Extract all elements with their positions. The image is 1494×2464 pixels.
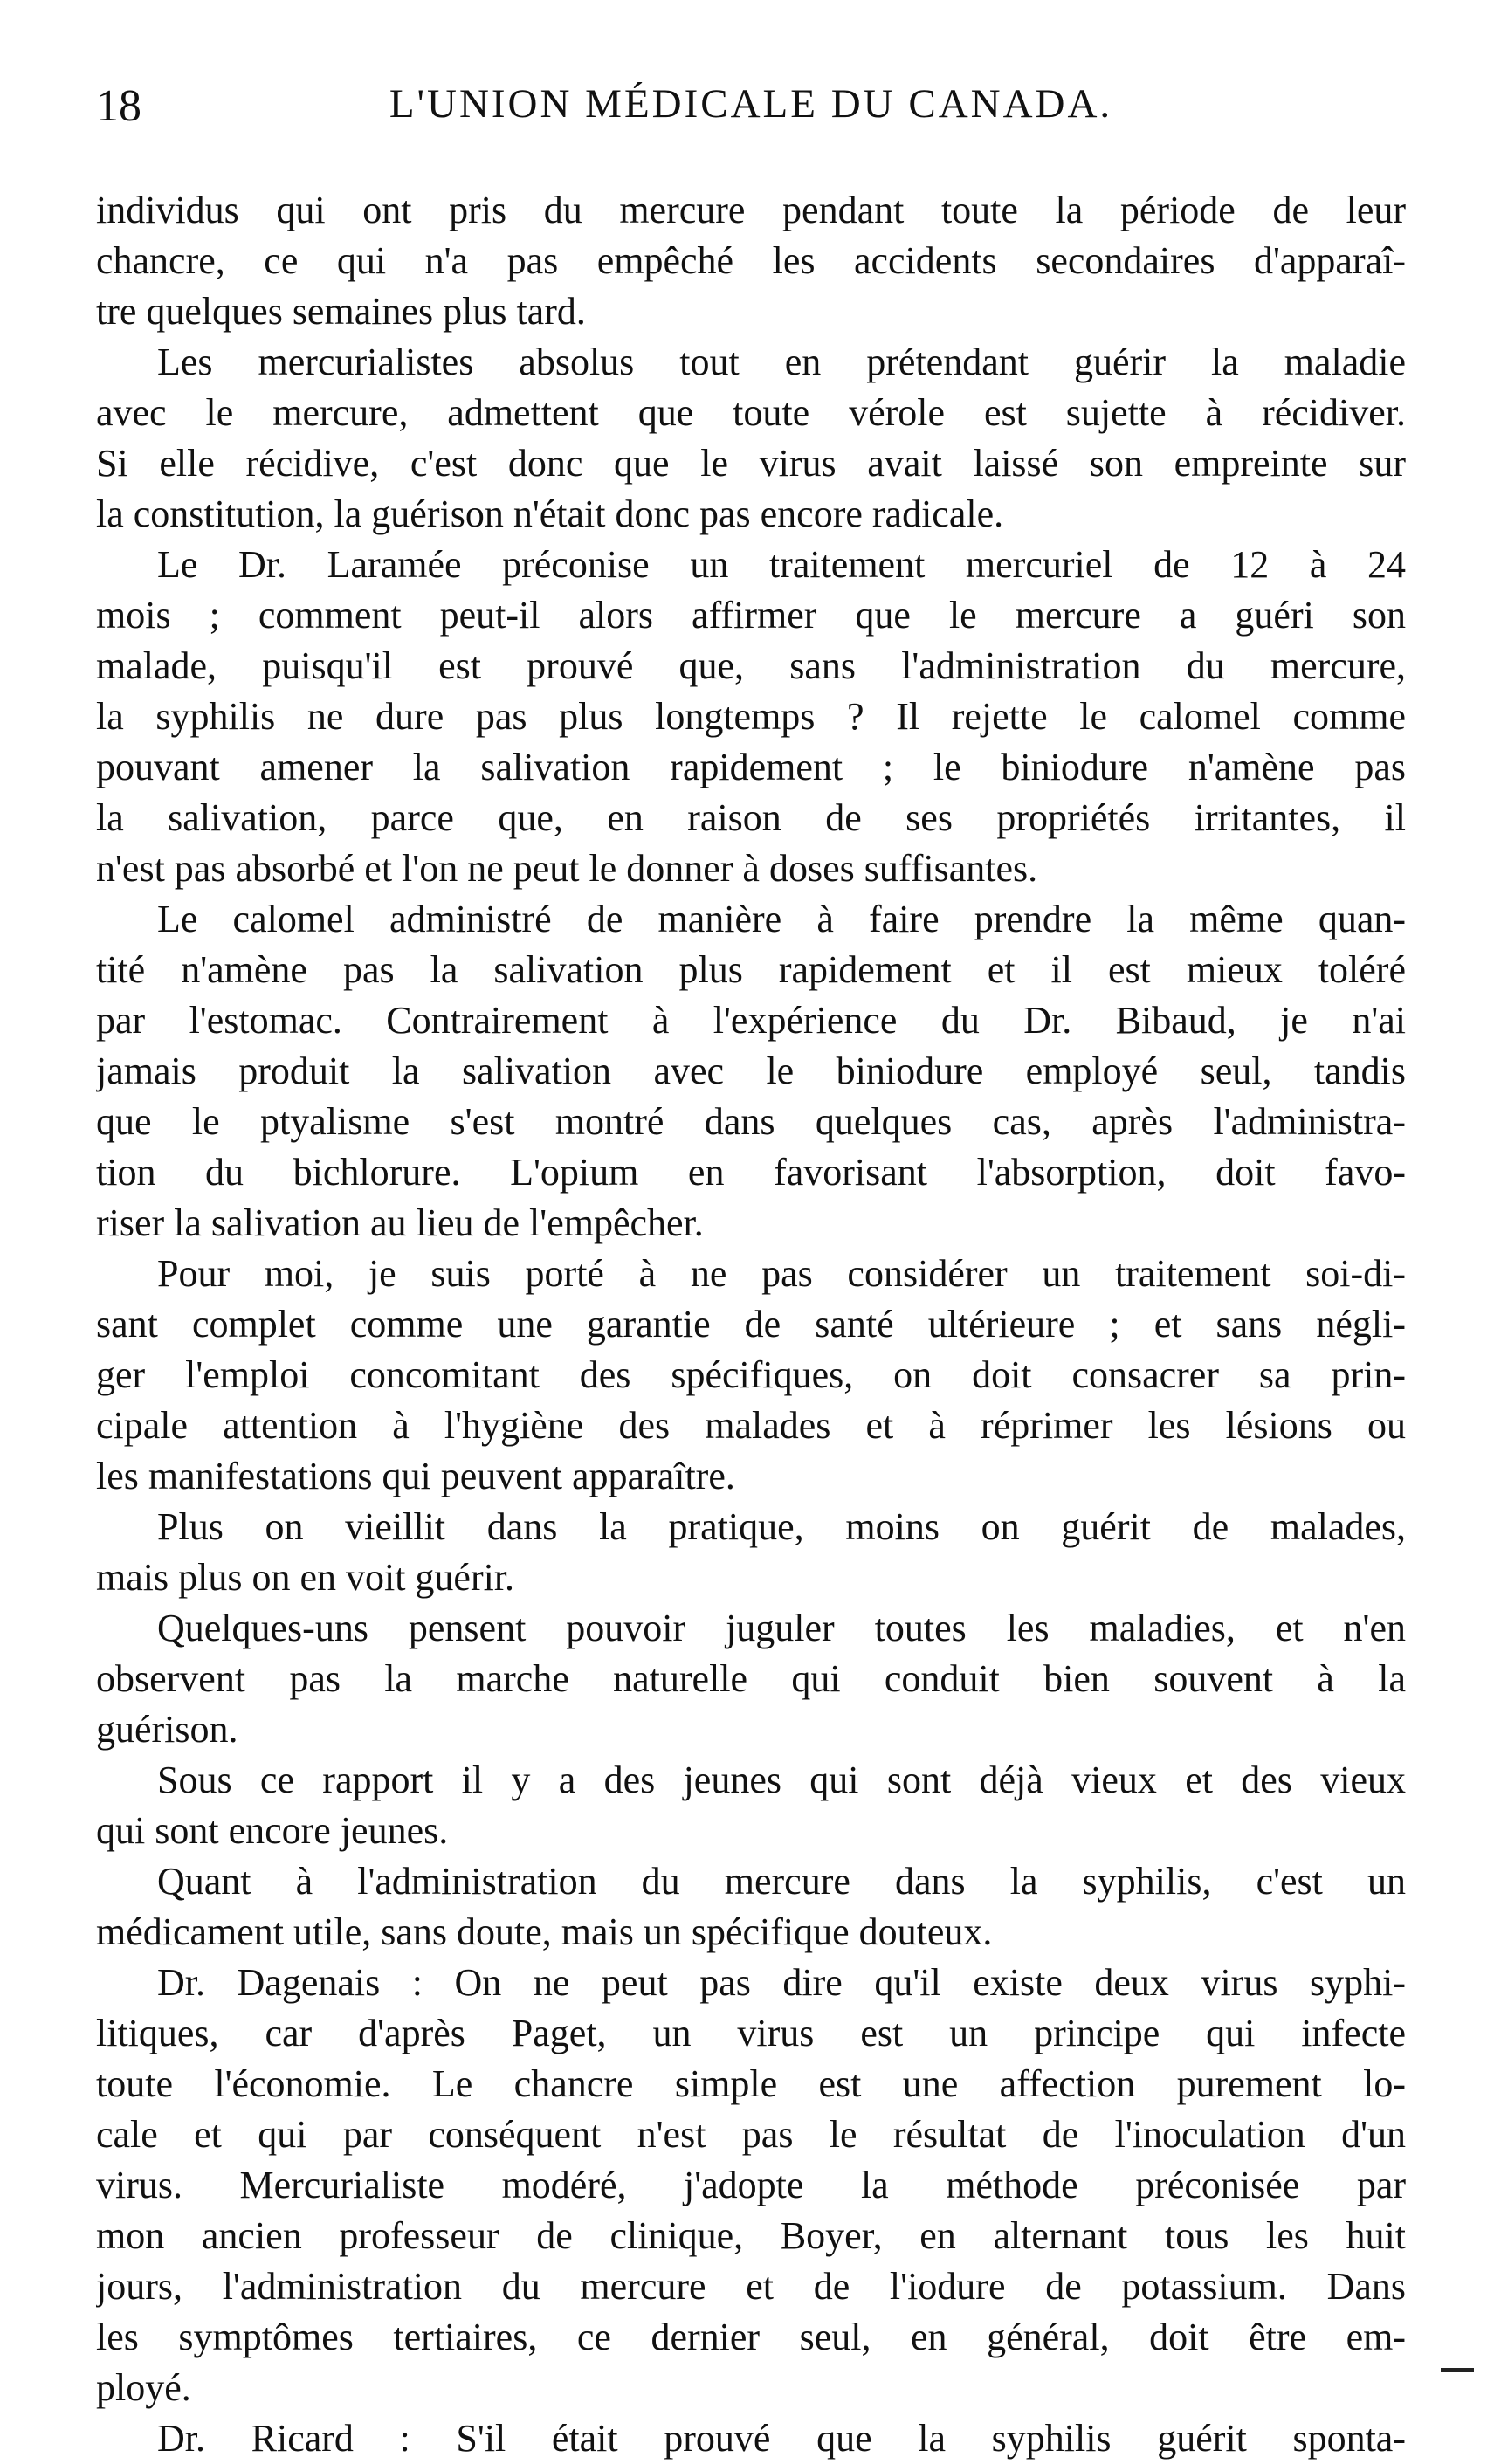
page-number: 18 (96, 81, 141, 131)
text-line: virus. Mercurialiste modéré, j'adopte la méthode préconisée par (96, 2164, 1406, 2206)
text-line: que le ptyalisme s'est montré dans quelques cas, après l'administra- (96, 1100, 1406, 1143)
text-line: observent pas la marche naturelle qui conduit bien souvent à la (96, 1657, 1406, 1700)
text-line: Dr. Ricard : S'il était prouvé que la syphilis guérit sponta- (157, 2417, 1406, 2460)
text-line: ployé. (96, 2366, 191, 2409)
text-line: Quelques-uns pensent pouvoir juguler toutes les maladies, et n'en (157, 1607, 1406, 1649)
text-line: les manifestations qui peuvent apparaître. (96, 1455, 735, 1497)
text-line: Si elle récidive, c'est donc que le virus avait laissé son empreinte sur (96, 442, 1406, 485)
body-text (96, 185, 1406, 2464)
text-line: mois ; comment peut-il alors affirmer que le mercure a guéri son (96, 594, 1406, 637)
text-line: Les mercurialistes absolus tout en prétendant guérir la maladie (157, 341, 1406, 383)
text-line: Pour moi, je suis porté à ne pas considérer un traitement soi-di- (157, 1252, 1406, 1295)
text-line: cipale attention à l'hygiène des malades et à réprimer les lésions ou (96, 1404, 1406, 1447)
text-line: avec le mercure, admettent que toute vérole est sujette à récidiver. (96, 391, 1406, 434)
text-line: ger l'emploi concomitant des spécifiques, on doit consacrer sa prin- (96, 1353, 1406, 1396)
text-line: Le calomel administré de manière à faire prendre la même quan- (157, 898, 1406, 940)
text-line: Sous ce rapport il y a des jeunes qui sont déjà vieux et des vieux (157, 1759, 1406, 1801)
text-line: Dr. Dagenais : On ne peut pas dire qu'il existe deux virus syphi- (157, 1961, 1406, 2004)
text-line: sant complet comme une garantie de santé ultérieure ; et sans négli- (96, 1303, 1406, 1346)
text-line: malade, puisqu'il est prouvé que, sans l'administration du mercure, (96, 644, 1406, 687)
text-line: qui sont encore jeunes. (96, 1809, 449, 1852)
text-line: Plus on vieillit dans la pratique, moins on guérit de malades, (157, 1505, 1406, 1548)
text-line: tre quelques semaines plus tard. (96, 290, 586, 333)
running-title: L'UNION MÉDICALE DU CANADA. (389, 81, 1113, 127)
text-line: les symptômes tertiaires, ce dernier seul, en général, doit être em- (96, 2316, 1406, 2358)
corner-mark (1441, 2368, 1474, 2372)
text-line: guérison. (96, 1708, 238, 1751)
text-line: la salivation, parce que, en raison de ses propriétés irritantes, il (96, 796, 1406, 839)
text-line: mon ancien professeur de clinique, Boyer, en alternant tous les huit (96, 2214, 1406, 2257)
text-line: tité n'amène pas la salivation plus rapidement et il est mieux toléré (96, 948, 1406, 991)
text-line: jours, l'administration du mercure et de l'iodure de potassium. Dans (96, 2265, 1406, 2308)
text-line: Quant à l'administration du mercure dans la syphilis, c'est un (157, 1860, 1406, 1903)
text-line: n'est pas absorbé et l'on ne peut le donner à doses suffisantes. (96, 847, 1038, 890)
page-header (96, 80, 1406, 150)
text-line: jamais produit la salivation avec le biniodure employé seul, tandis (96, 1050, 1406, 1092)
text-line: Le Dr. Laramée préconise un traitement mercuriel de 12 à 24 (157, 543, 1406, 586)
text-line: individus qui ont pris du mercure pendant toute la période de leur (96, 189, 1406, 231)
text-line: par l'estomac. Contrairement à l'expérience du Dr. Bibaud, je n'ai (96, 999, 1406, 1042)
text-line: chancre, ce qui n'a pas empêché les accidents secondaires d'apparaî- (96, 239, 1406, 282)
text-line: cale et qui par conséquent n'est pas le résultat de l'inoculation d'un (96, 2113, 1406, 2156)
text-line: toute l'économie. Le chancre simple est une affection purement lo- (96, 2062, 1406, 2105)
text-line: médicament utile, sans doute, mais un spécifique douteux. (96, 1910, 993, 1953)
text-line: la syphilis ne dure pas plus longtemps ? Il rejette le calomel comme (96, 695, 1406, 738)
text-line: la constitution, la guérison n'était donc pas encore radicale. (96, 492, 1004, 535)
text-line: litiques, car d'après Paget, un virus est un principe qui infecte (96, 2012, 1406, 2054)
text-line: tion du bichlorure. L'opium en favorisant l'absorption, doit favo- (96, 1151, 1406, 1194)
text-line: mais plus on en voit guérir. (96, 1556, 515, 1599)
text-line: riser la salivation au lieu de l'empêcher. (96, 1201, 704, 1244)
text-line: pouvant amener la salivation rapidement ; le biniodure n'amène pas (96, 746, 1406, 788)
